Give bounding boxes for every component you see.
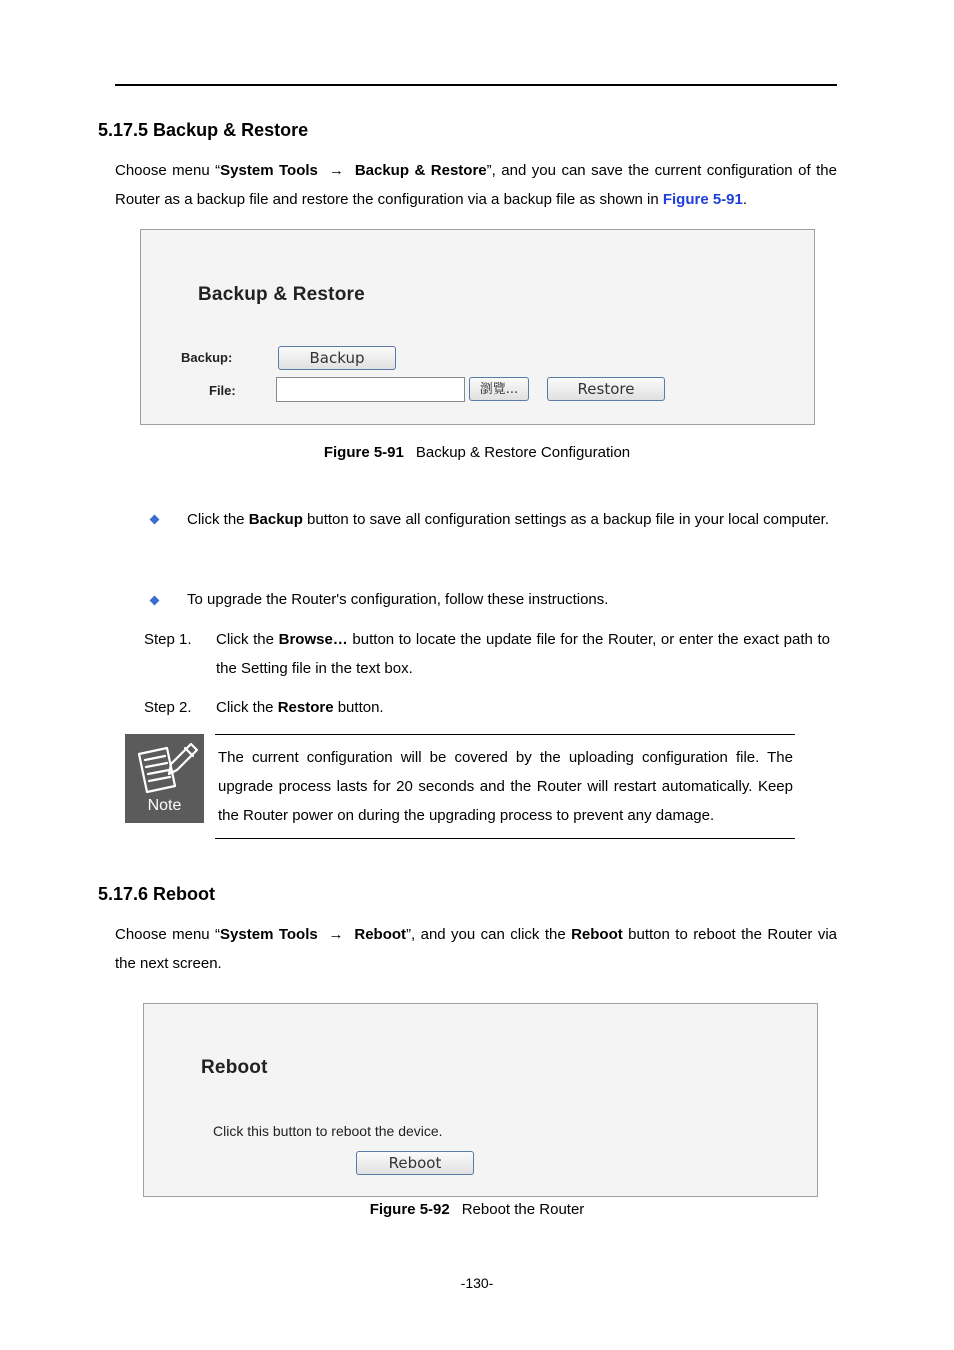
reboot-button[interactable]: Reboot [356,1151,474,1175]
menu-system-tools: System Tools [220,926,318,943]
figure-5-91-caption [0,444,954,461]
section-intro-backup-restore: Choose menu “System Tools → Backup & Restore”, and you can save the current configuration of the Router as a backup file and restore the configuration via a backup file as shown in Figure 5-91. [115,162,837,208]
arrow-icon: → [328,926,344,943]
section-heading-backup-restore: 5.17.5 Backup & Restore [98,120,309,140]
note-pad-icon [125,734,204,798]
page-number: -130- [460,1275,494,1291]
figure-5-91-link[interactable]: Figure 5-91 [662,191,743,208]
menu-system-tools: System Tools [220,162,318,179]
arrow-icon: → [328,162,344,179]
file-path-input[interactable] [276,377,465,402]
figure-5-92-caption [0,1201,954,1218]
browse-button[interactable]: 瀏覽... [469,377,529,401]
restore-button[interactable]: Restore [547,377,665,401]
step-1-text: Click the Browse… button to locate the update file for the Router, or enter the exact path to the Setting file in the text box. [216,631,831,677]
section-heading-reboot: 5.17.6 Reboot [98,884,216,904]
note-label: Note [147,797,182,814]
bullet-upgrade-text: To upgrade the Router's configuration, follow these instructions. [187,591,609,608]
step-2-label: Step 2. [144,699,192,716]
reboot-screenshot [143,1003,818,1197]
note-top-rule [215,734,795,735]
figure-5-91-number: Figure 5-91 [323,444,404,461]
menu-backup-restore: Backup & Restore [354,162,487,179]
note-bottom-rule [215,838,795,839]
backup-restore-screenshot [140,229,815,425]
bullet-backup-text: Click the Backup button to save all configuration settings as a backup file in your local computer. [187,511,830,528]
file-label: File: [209,383,236,398]
backup-label: Backup: [181,350,233,365]
backup-button[interactable]: Backup [278,346,396,370]
step-2-text: Click the Restore button. [216,699,384,716]
section-intro-reboot: Choose menu “System Tools → Reboot”, and you can click the Reboot button to reboot the Router via the next screen. [115,926,837,972]
figure-5-91-caption-text: Backup & Restore Configuration [415,444,631,461]
header-rule [115,84,837,86]
reboot-instruction: Click this button to reboot the device. [213,1123,443,1139]
reboot-title: Reboot [201,1057,268,1078]
note-text: The current configuration will be covered by the uploading configuration file. The upgrade process lasts for 20 seconds and the Router will restart automatically. Keep the Router power on during the upgrading process to prevent any damage. [218,749,793,824]
menu-reboot: Reboot [354,926,407,943]
figure-5-92-number: Figure 5-92 [369,1201,450,1218]
bullet-diamond-icon [150,596,160,606]
figure-5-92-caption-text: Reboot the Router [461,1201,585,1218]
bullet-diamond-icon [150,515,160,525]
backup-restore-title: Backup & Restore [198,284,365,305]
step-1-label: Step 1. [144,631,192,648]
note-icon [125,734,204,823]
